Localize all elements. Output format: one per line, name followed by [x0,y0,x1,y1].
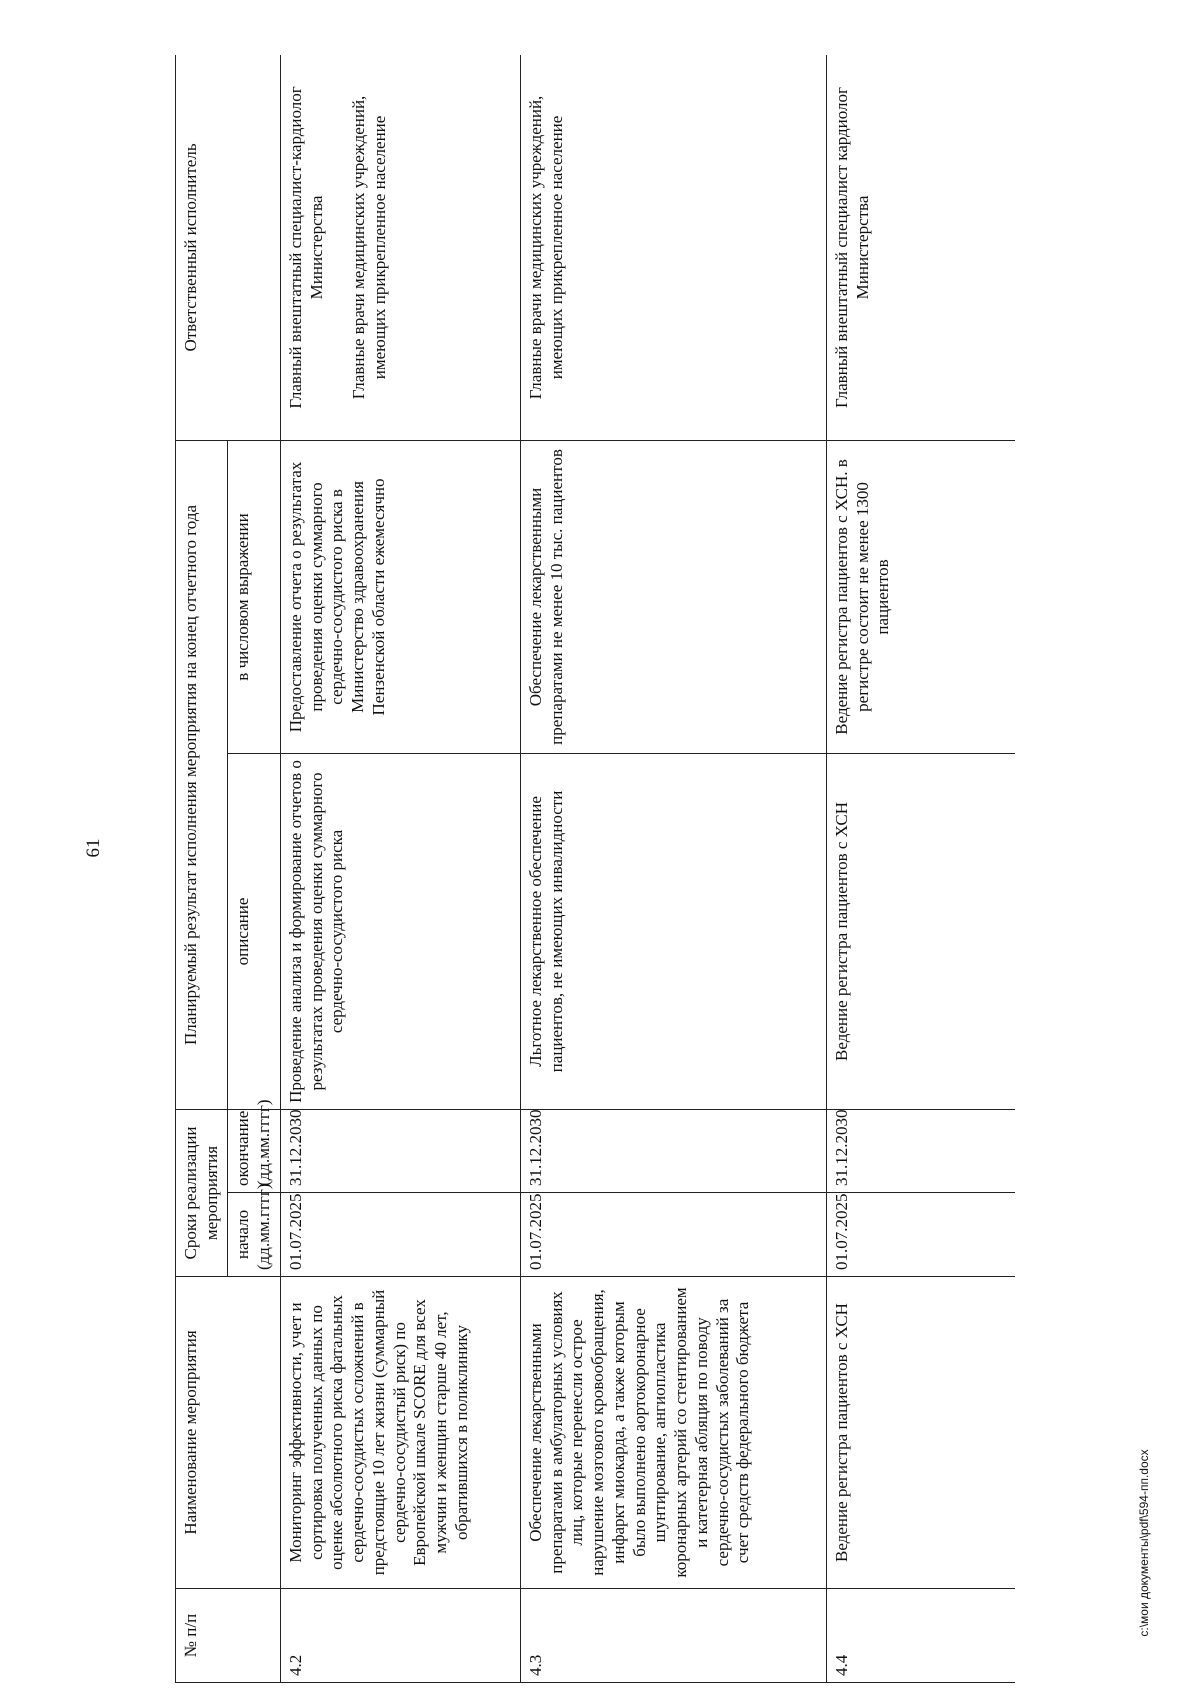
footer-file-path: c:\мои документы\pdf\594-пп.docx [1137,1449,1151,1637]
document-table-wrapper [175,55,1015,1683]
table-row [280,55,520,1683]
row-name: Ведение регистра пациентов с ХСН [826,1277,1015,1589]
header-end: окончание (дд.мм.гггг) [228,1109,280,1192]
row-end: 31.12.2030 [520,1109,826,1192]
table-row [826,55,1015,1683]
row-num: 4.2 [280,1589,520,1683]
page-number: 61 [83,838,104,858]
row-start: 01.07.2025 [826,1193,1015,1277]
responsible-line-1: Главный внештатный специалист-кардиолог Министерства [285,86,326,409]
row-start: 01.07.2025 [520,1193,826,1277]
row-end: 31.12.2030 [280,1109,520,1192]
header-start: начало (дд.мм.гггг) [228,1193,280,1277]
header-planned: Планируемый результат исполнения мероприятия на конец отчетного года [176,440,228,1109]
header-responsible: Ответственный исполнитель [176,55,281,440]
row-responsible [280,55,520,440]
measures-table [175,55,1015,1683]
row-num: 4.3 [520,1589,826,1683]
row-numeric: Ведение регистра пациентов с ХСН. в регистре состоит не менее 1300 пациентов [826,440,1015,753]
row-name: Мониторинг эффективности, учет и сортировка полученных данных по оценке абсолютного риска фатальных сердечно-сосудистых осложнений в предстоящие 10 лет жизни (суммарный сердечно-сосудистый риск) по Европейской шкале SCORE для всех мужчин и женщин старше 40 лет, обратившихся в поликлинику [280,1277,520,1589]
header-num: № п/п [176,1589,281,1683]
row-description: Проведение анализа и формирование отчетов о результатах проведения оценки суммарного сердечно-сосудистого риска [280,753,520,1109]
row-responsible: Главный внештатный специалист кардиолог Министерства [826,55,1015,440]
row-numeric: Предоставление отчета о результатах проведения оценки суммарного сердечно-сосудистого риска в Министерство здравоохранения Пензенской области ежемесячно [280,440,520,753]
row-description: Ведение регистра пациентов с ХСН [826,753,1015,1109]
header-terms: Сроки реализации мероприятия [176,1109,228,1276]
header-numeric: в числовом выражении [228,440,280,753]
row-numeric: Обеспечение лекарственными препаратами не менее 10 тыс. пациентов [520,440,826,753]
header-description: описание [228,753,280,1109]
table-row [520,55,826,1683]
row-description: Льготное лекарственное обеспечение пациентов, не имеющих инвалидности [520,753,826,1109]
header-name: Наименование мероприятия [176,1277,281,1589]
row-start: 01.07.2025 [280,1193,520,1277]
row-num: 4.4 [826,1589,1015,1683]
row-responsible: Главные врачи медицинских учреждений, имеющих прикрепленное население [520,55,826,440]
responsible-line-2: Главные врачи медицинских учреждений, имеющих прикрепленное население [349,95,390,400]
header-row-1 [176,55,228,1683]
row-name: Обеспечение лекарственными препаратами в амбулаторных условиях лиц, которые перенесли острое нарушение мозгового кровообращения, инфаркт миокарда, а также которым было выполнено аортокоронарное шунтирование, ангиопластика коронарных артерий со стентированием и катетерная абляция по поводу сердечно-сосудистых заболеваний за счет средств федерального бюджета [520,1277,826,1589]
row-end: 31.12.2030 [826,1109,1015,1192]
